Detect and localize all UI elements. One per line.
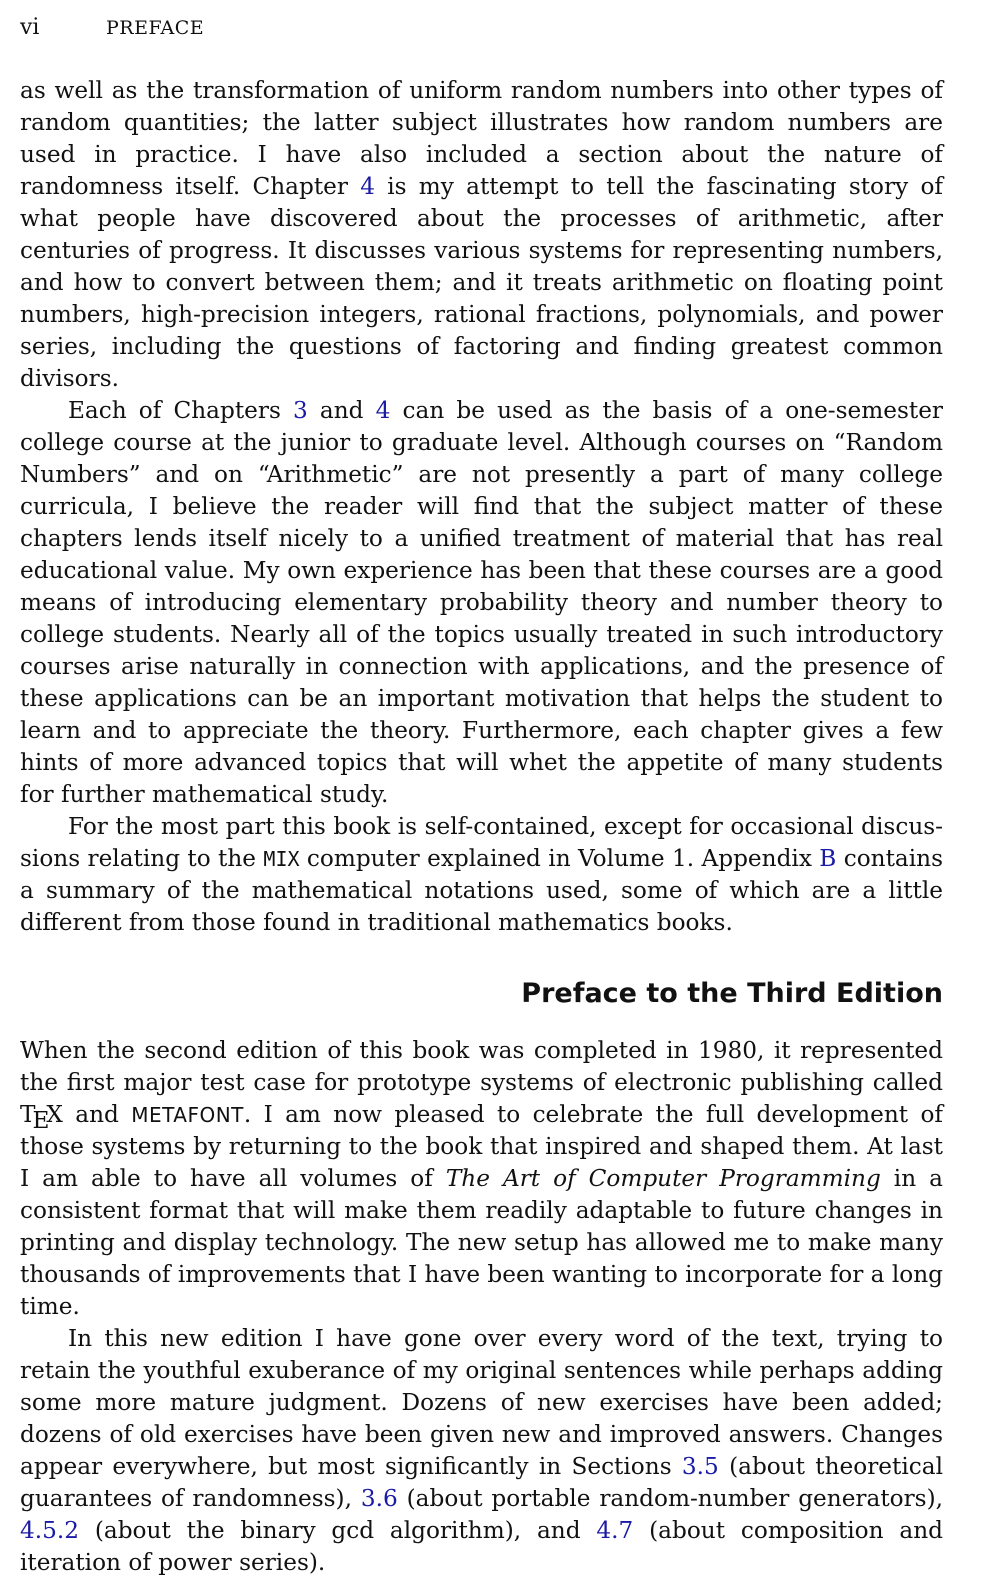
section-4-7-link[interactable]: 4.7 [596,1517,634,1544]
text-run: and [307,397,376,424]
tex-logo [20,1101,63,1134]
paragraph [20,811,943,939]
running-head [20,14,204,42]
section-3-5-link[interactable]: 3.5 [681,1453,719,1480]
text-run: (about theoretical guarantees of randomness), [20,1453,943,1512]
tex-logo-e: E [32,1107,50,1134]
section-3-6-link[interactable]: 3.6 [360,1485,398,1512]
running-head-title: PREFACE [106,17,205,39]
text-run: (about portable random-number generators), [397,1485,943,1512]
text-run: In this new edition I have gone over every word of the text, trying to retain the youthful exuberance of my original sentences while perhaps adding some more mature judgment. Dozens of new exercises have been added; dozens of old exercises have been given new and improved answers. Changes appear everywhere, but most significantly in Sections [20,1325,943,1480]
third-edition-body [20,1035,943,1579]
book-title: The Art of Computer Programming [445,1165,881,1192]
text-run: as well as the transformation of uniform random numbers into other types of random quantities; the latter subject illustrates how random numbers are used in practice. I have also included a section about the nature of randomness itself. Chapter [20,77,943,200]
chapter-4-link[interactable]: 4 [360,173,375,200]
text-run: Each of Chapters [68,397,293,424]
section-4-5-2-link[interactable]: 4.5.2 [20,1517,79,1544]
tex-logo-t: T [20,1101,36,1128]
text-run: contains a summary of the mathematical notations used, some of which are a little different from those found in traditional mathematics books. [20,845,943,936]
chapter-4-link[interactable]: 4 [375,397,391,424]
paragraph [20,75,943,395]
metafont-logo: METAFONT [131,1103,244,1127]
section-heading: Preface to the Third Edition [521,978,943,1009]
text-run: For the most part this book is self-contained, except for occasional discussions relating to the [20,813,943,872]
text-run: (about composition and iteration of power series). [20,1517,943,1576]
tex-logo-x: X [46,1101,63,1128]
text-run: and [62,1101,132,1128]
chapter-3-link[interactable]: 3 [292,397,308,424]
paragraph [20,1323,943,1579]
text-run: computer explained in Volume 1. Appendix [299,845,820,872]
page-number: vi [20,15,40,40]
preface-body [20,75,943,939]
paragraph [20,1035,943,1323]
text-run: (about the binary gcd algorithm), and [79,1517,597,1544]
text-run: . I am now pleased to celebrate the full development of those systems by returning to the book that inspired and shaped them. At last I am able to have all volumes of [20,1101,943,1192]
text-run: in a consistent format that will make them readily adaptable to future changes in printing and display technology. The new setup has allowed me to make many thousands of improvements that I have been wanting to incorporate for a long time. [20,1165,943,1320]
text-run: can be used as the basis of a one-semester college course at the junior to graduate level. Although courses on “Random Numbers” and on “Arithmetic” are not presently a part of many college curricula, I believe the reader will find that the subject matter of these chapters lends itself nicely to a unified treatment of material that has real educational value. My own experience has been that these courses are a good means of introducing elementary probability theory and number theory to college students. Nearly all of the topics usually treated in such introductory courses arise naturally in connection with applications, and the presence of these applications can be an important motivation that helps the student to learn and to appreciate the theory. Furthermore, each chapter gives a few hints of more advanced topics that will whet the appetite of many students for further mathematical study. [20,397,944,808]
text-run: is my attempt to tell the fascinating story of what people have discovered about the processes of arithmetic, after centuries of progress. It discusses various systems for representing numbers, and how to convert between them; and it treats arithmetic on floating point numbers, high-precision integers, rational fractions, polynomials, and power series, including the questions of factoring and finding greatest common divisors. [20,173,943,392]
appendix-b-link[interactable]: B [819,845,837,872]
mix-computer-name: MIX [263,847,300,871]
paragraph [20,395,943,811]
text-run: When the second edition of this book was completed in 1980, it represented the first major test case for prototype systems of electronic publishing called [20,1037,943,1096]
